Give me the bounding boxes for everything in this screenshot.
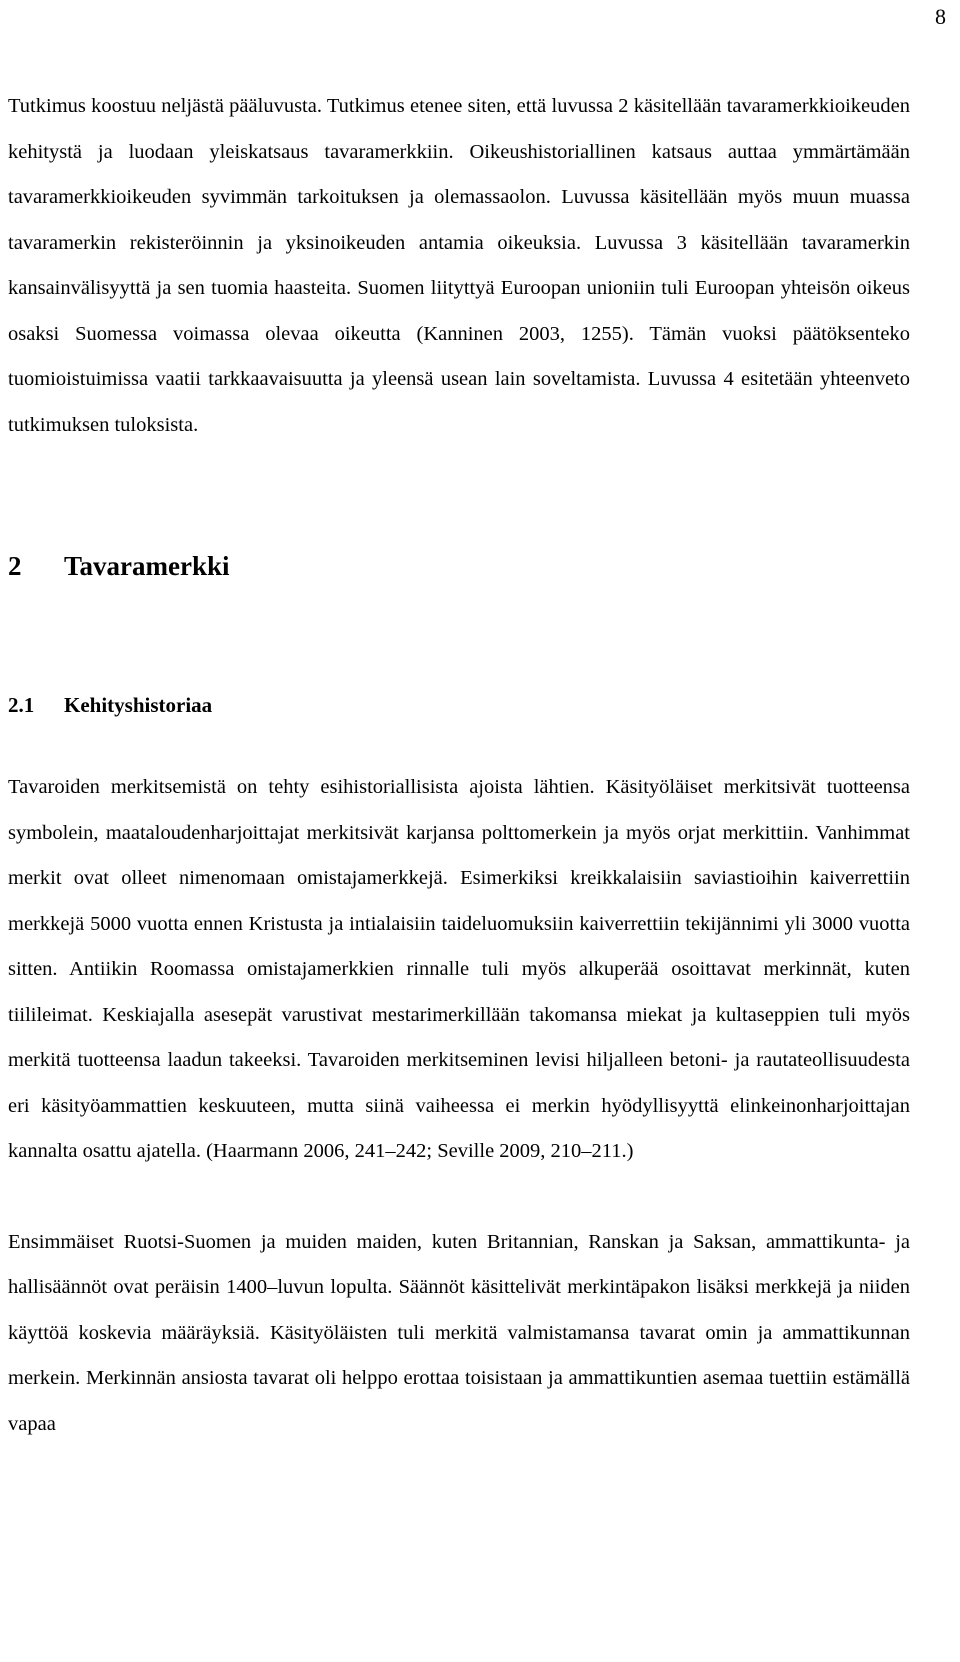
subsection-heading	[8, 690, 910, 720]
page-number: 8	[935, 4, 946, 29]
subsection-title: Kehityshistoriaa	[64, 693, 213, 717]
section-heading	[8, 548, 910, 584]
body-paragraph-history: Tavaroiden merkitsemistä on tehty esihistoriallisista ajoista lähtien. Käsityöläiset merkitsivät tuotteensa symbolein, maataloudenharjoittajat merkitsivät karjansa polttomerkein ja myös orjat merkittiin. Vanhimmat merkit ovat olleet nimenomaan omistajamerkkejä. Esimerkiksi kreikkalaisiin saviastioihin kaiverrettiin merkkejä 5000 vuotta ennen Kristusta ja intialaisiin taideluomuksiin kaiverrettiin tekijännimi yli 3000 vuotta sitten. Antiikin Roomassa omistajamerkkien rinnalle tuli myös alkuperää osoittavat merkinnät, kuten tiilileimat. Keskiajalla asesepät varustivat mestarimerkillään takomansa miekat ja kultaseppien tuli myös merkitä tuotteensa laadun takeeksi. Tavaroiden merkitseminen levisi hiljalleen betoni- ja rautateollisuudesta eri käsityöammattien keskuuteen, mutta siinä vaiheessa ei merkin hyödyllisyyttä elinkeinonharjoittajan kannalta osattu ajatella. (Haarmann 2006, 241–242; Seville 2009, 210–211.)	[8, 776, 910, 1162]
section-title: Tavaramerkki	[64, 551, 230, 581]
intro-paragraph: Tutkimus koostuu neljästä pääluvusta. Tutkimus etenee siten, että luvussa 2 käsitellään tavaramerkkioikeuden kehitystä ja luodaan yleiskatsaus tavaramerkkiin. Oikeushistoriallinen katsaus auttaa ymmärtämään tavaramerkkioikeuden syvimmän tarkoituksen ja olemassaolon. Luvussa käsitellään myös muun muassa tavaramerkin rekisteröinnin ja yksinoikeuden antamia oikeuksia. Luvussa 3 käsitellään tavaramerkin kansainvälisyyttä ja sen tuomia haasteita. Suomen liityttyä Euroopan unioniin tuli Euroopan yhteisön oikeus osaksi Suomessa voimassa olevaa oikeutta (Kanninen 2003, 1255). Tämän vuoksi päätöksenteko tuomioistuimissa vaatii tarkkaavaisuutta ja yleensä usean lain soveltamista. Luvussa 4 esitetään yhteenveto tutkimuksen tuloksista.	[8, 95, 910, 436]
section-number: 2	[8, 551, 22, 581]
subsection-number: 2.1	[8, 693, 35, 717]
document-body	[8, 84, 910, 1447]
body-paragraph-guild-rules: Ensimmäiset Ruotsi-Suomen ja muiden maiden, kuten Britannian, Ranskan ja Saksan, ammattikunta- ja hallisäännöt ovat peräisin 1400–luvun lopulta. Säännöt käsittelivät merkintäpakon lisäksi merkkejä ja niiden käyttöä koskevia määräyksiä. Käsityöläisten tuli merkitä valmistamansa tavarat omin ja ammattikunnan merkein. Merkinnän ansiosta tavarat oli helppo erottaa toisistaan ja ammattikuntien asemaa tuettiin estämällä vapaa	[8, 1230, 910, 1435]
